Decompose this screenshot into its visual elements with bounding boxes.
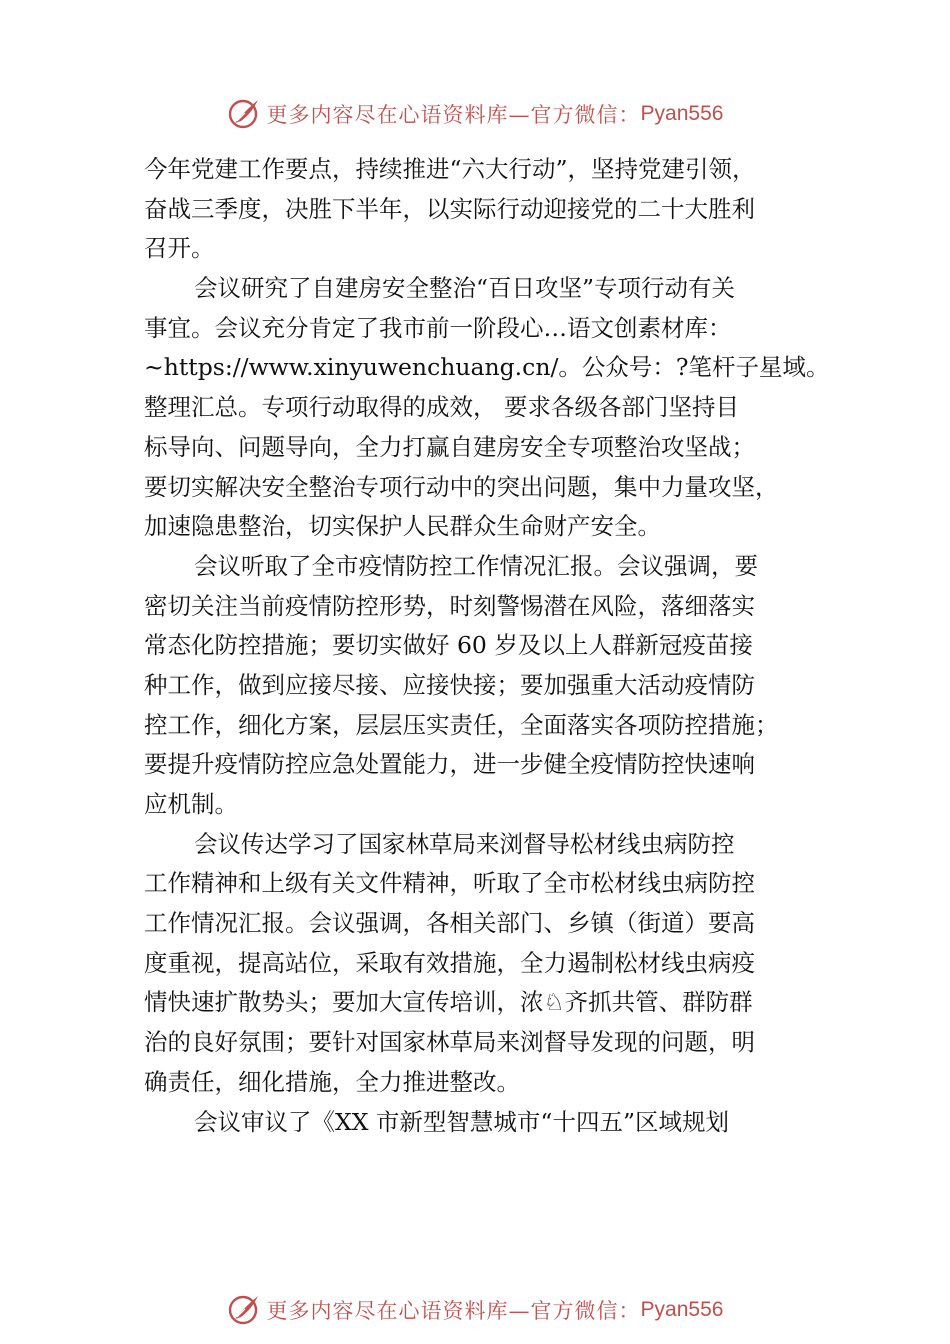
quill-logo-icon [227,96,263,132]
text-line: 应机制。 [144,790,238,818]
text-line: 标导向、问题导向，全力打赢自建房安全专项整治攻坚战； [144,432,755,461]
text-line: 控工作，细化方案，层层压实责任，全面落实各项防控措施； [144,710,779,739]
header-watermark [0,94,950,134]
text-line: 治的良好氛围；要针对国家林草局来浏督导发现的问题，明 [144,1028,755,1057]
watermark-text: 更多内容尽在心语资料库—官方微信： [266,1299,641,1323]
text-line: 加速隐患整治，切实保护人民群众生命财产安全。 [144,512,661,541]
text-line: 今年党建工作要点，持续推进“六大行动”，坚持党建引领， [144,155,756,183]
text-line: 种工作，做到应接尽接、应接快接；要加强重大活动疫情防 [144,670,755,699]
watermark-handle: Pyan556 [640,102,724,125]
document-body [144,150,834,1142]
text-line: 确责任，细化措施，全力推进整改。 [144,1067,520,1096]
text-line: 密切关注当前疫情防控形势，时刻警惕潜在风险，落细落实 [144,591,755,620]
text-line: 要切实解决安全整治专项行动中的突出问题，集中力量攻坚， [144,472,779,501]
paragraph-start-line: 会议传达学习了国家林草局来浏督导松材线虫病防控 [194,829,735,858]
watermark-handle: Pyan556 [640,1298,724,1321]
footer-watermark [0,1290,950,1330]
text-line: 工作情况汇报。会议强调，各相关部门、乡镇（街道）要高 [144,909,755,938]
text-line: 工作精神和上级有关文件精神，听取了全市松材线虫病防控 [144,869,755,898]
text-line: 整理汇总。专项行动取得的成效， 要求各级各部门坚持目 [144,393,739,422]
text-line: 度重视，提高站位，采取有效措施，全力遏制松材线虫病疫 [144,948,755,977]
url-text-line: ~https://www.xinyuwenchuang.cn/。公众号：?笔杆子星域。 [144,353,830,382]
text-line: 事宜。会议充分肯定了我市前一阶段心…语文创素材库： [144,313,732,342]
quill-logo-icon [227,1292,263,1328]
text-line: 常态化防控措施；要切实做好 60 岁及以上人群新冠疫苗接 [144,631,753,660]
paragraph-start-line: 会议研究了自建房安全整治“百日攻坚”专项行动有关 [194,274,736,303]
text-line: 要提升疫情防控应急处置能力，进一步健全疫情防控快速响 [144,750,755,779]
text-line: 召开。 [144,234,215,263]
paragraph-start-line: 会议听取了全市疫情防控工作情况汇报。会议强调，要 [194,551,758,580]
paragraph-start-line: 会议审议了《XX 市新型智慧城市“十四五”区域规划 [194,1107,729,1136]
text-line: 奋战三季度，决胜下半年，以实际行动迎接党的二十大胜利 [144,194,755,223]
watermark-text: 更多内容尽在心语资料库—官方微信： [266,103,641,127]
text-line: 情快速扩散势头；要加大宣传培训，浓♘齐抓共管、群防群 [144,988,753,1017]
